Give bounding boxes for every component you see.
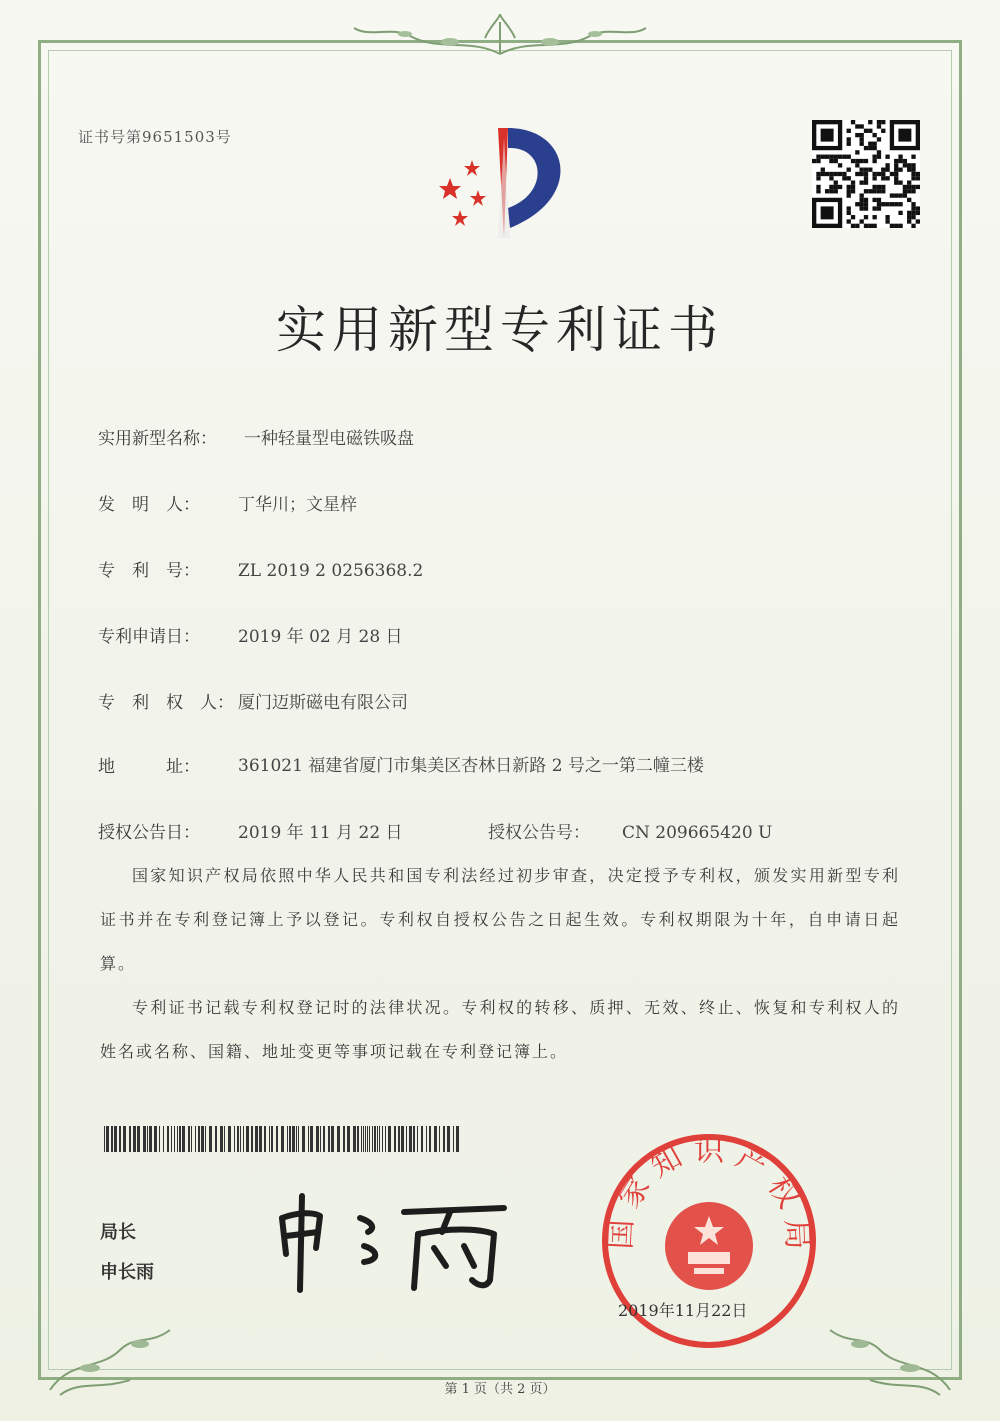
row-application-date bbox=[98, 622, 403, 647]
model-name-label: 实用新型名称： bbox=[98, 429, 217, 449]
page-number: 第 1 页（共 2 页） bbox=[444, 1382, 556, 1397]
seal-text: 国 家 知 识 产 权 局 bbox=[603, 1133, 815, 1251]
address-value: 361021 福建省厦门市集美区杏林日新路 2 号之一第二幢三楼 bbox=[238, 756, 704, 776]
patentee-label: 专 利 权 人： bbox=[98, 693, 234, 713]
grant-date-label: 授权公告日： bbox=[98, 823, 200, 843]
grant-number-label: 授权公告号： bbox=[488, 823, 590, 843]
model-name-value: 一种轻量型电磁铁吸盘 bbox=[244, 429, 414, 449]
signatory-name: 申长雨 bbox=[100, 1262, 154, 1283]
inventor-value: 丁华川；文星梓 bbox=[238, 495, 357, 515]
top-ornament bbox=[350, 8, 650, 60]
row-grant bbox=[98, 818, 772, 843]
application-date-value: 2019 年 02 月 28 日 bbox=[238, 627, 403, 647]
row-patentee bbox=[98, 688, 408, 713]
qr-code-icon bbox=[812, 120, 920, 228]
seal-date: 2019年11月22日 bbox=[618, 1301, 748, 1320]
signatory-title: 局长 bbox=[100, 1222, 136, 1243]
address-label: 地 址： bbox=[98, 757, 200, 777]
grant-date-value: 2019 年 11 月 22 日 bbox=[238, 823, 403, 843]
row-inventor bbox=[98, 490, 357, 515]
patent-office-logo bbox=[420, 118, 590, 248]
notice-paragraph-2: 专利证书记载专利权登记时的法律状况。专利权的转移、质押、无效、终止、恢复和专利权人的姓名或名称、国籍、地址变更等事项记载在专利登记簿上。 bbox=[100, 998, 900, 1061]
patentee-value: 厦门迈斯磁电有限公司 bbox=[238, 693, 408, 713]
barcode-icon bbox=[104, 1126, 460, 1152]
notice-paragraph-1: 国家知识产权局依照中华人民共和国专利法经过初步审查，决定授予专利权，颁发实用新型专利证书并在专利登记簿上予以登记。专利权自授权公告之日起生效。专利权期限为十年，自申请日起算。 bbox=[100, 866, 900, 973]
grant-number-value: CN 209665420 U bbox=[622, 823, 773, 843]
row-model-name bbox=[98, 424, 414, 449]
row-address bbox=[98, 752, 798, 780]
application-date-label: 专利申请日： bbox=[98, 627, 200, 647]
row-patent-number bbox=[98, 556, 423, 581]
patent-number-value: ZL 2019 2 0256368.2 bbox=[238, 561, 424, 581]
handwritten-signature bbox=[268, 1188, 518, 1298]
inventor-label: 发 明 人： bbox=[98, 495, 200, 515]
certificate-number: 证书号第9651503号 bbox=[78, 128, 232, 146]
patent-number-label: 专 利 号： bbox=[98, 561, 200, 581]
document-title: 实用新型专利证书 bbox=[276, 301, 724, 359]
